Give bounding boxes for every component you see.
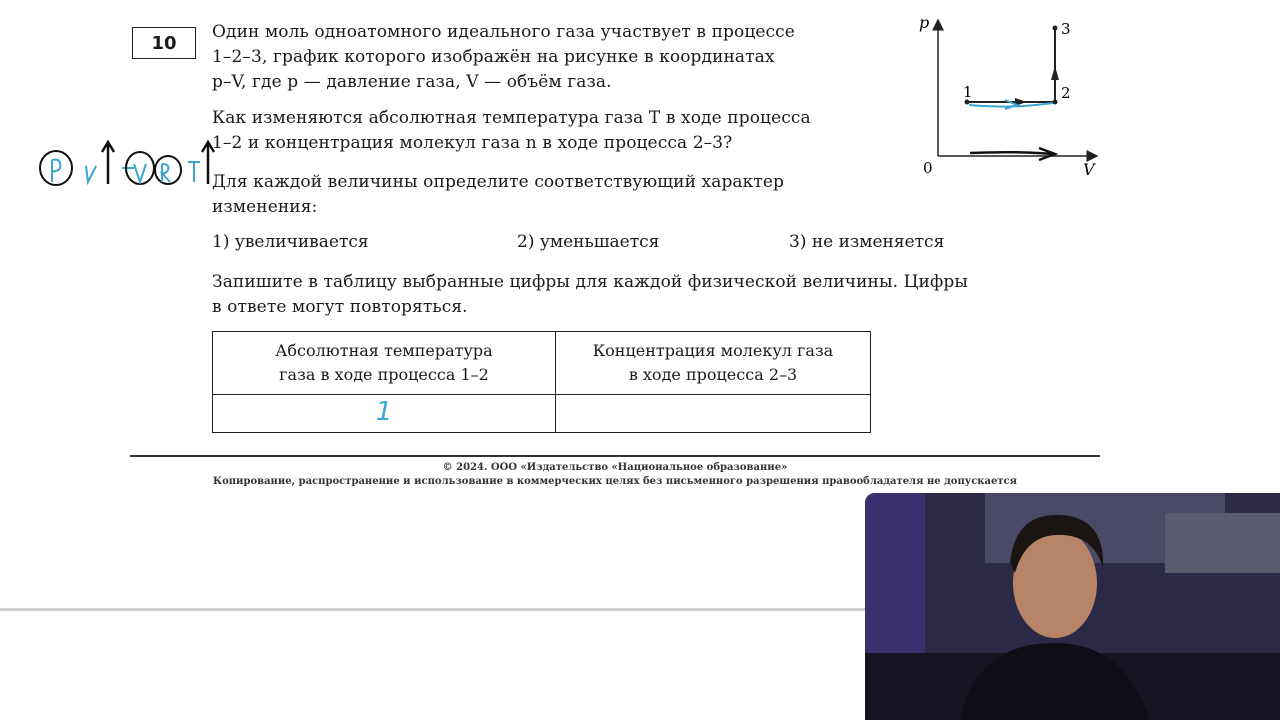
answer-table-header-row: [213, 332, 871, 395]
question-instruction: [212, 170, 892, 220]
header-temperature-line-1: Абсолютная температура: [275, 341, 493, 360]
header-concentration-line-2: в ходе процесса 2–3: [628, 365, 798, 384]
pv-graph: [915, 10, 1105, 180]
copyright-text: © 2024. ООО «Издательство «Национальное образование»: [442, 462, 788, 473]
header-temperature-line-2: газа в ходе процесса 1–2: [279, 365, 489, 384]
question-intro: [212, 20, 892, 95]
answer-cell-concentration[interactable]: [556, 395, 871, 433]
p-axis-label: p: [919, 13, 930, 32]
webcam-overlay: [865, 493, 1280, 720]
answer-cell-temperature[interactable]: [213, 395, 556, 433]
instruction-line-1: Для каждой величины определите соответствующий характер: [212, 172, 785, 192]
option-unchanged: 3) не изменяется: [789, 232, 945, 252]
write-line-2: в ответе могут повторяться.: [212, 297, 468, 317]
point-3: [1053, 26, 1058, 31]
handwritten-scribble: [30, 138, 220, 198]
point-2-label: 2: [1061, 84, 1071, 102]
footer-rule: [130, 455, 1100, 457]
origin-label: 0: [923, 159, 933, 177]
process-2-3-arrow: [1051, 66, 1059, 80]
question-number: 10: [132, 27, 196, 59]
question-ask: [212, 106, 892, 156]
header-concentration: [556, 332, 871, 395]
copyright-note: Копирование, распространение и использование в коммерческих целях без письменного разрешения правообладателя не допускается: [212, 476, 1018, 487]
header-temperature: [213, 332, 556, 395]
point-3-label: 3: [1061, 20, 1071, 38]
option-decreases: 2) уменьшается: [517, 232, 660, 252]
option-increases: 1) увеличивается: [212, 232, 369, 252]
intro-line-2: 1–2–3, график которого изображён на рисунке в координатах: [212, 47, 775, 67]
ask-line-2: 1–2 и концентрация молекул газа n в ходе процесса 2–3?: [212, 133, 733, 153]
point-1-label: 1: [963, 83, 973, 101]
write-line-1: Запишите в таблицу выбранные цифры для каждой физической величины. Цифры: [212, 272, 968, 292]
v-axis-label: V: [1083, 160, 1095, 179]
header-concentration-line-1: Концентрация молекул газа: [592, 341, 834, 360]
intro-line-3: p–V, где p — давление газа, V — объём газа.: [212, 72, 612, 92]
question-write-instruction: [212, 270, 1100, 320]
answer-table: [212, 331, 871, 433]
intro-line-1: Один моль одноатомного идеального газа участвует в процессе: [212, 22, 795, 42]
point-2: [1053, 100, 1058, 105]
answer-table-value-row: [213, 395, 871, 433]
instruction-line-2: изменения:: [212, 197, 318, 217]
ask-line-1: Как изменяются абсолютная температура газа T в ходе процесса: [212, 108, 811, 128]
annotation-black-stroke: [970, 152, 1053, 154]
handwritten-answer: 1: [375, 397, 393, 427]
presenter-video-frame: [865, 493, 1280, 720]
